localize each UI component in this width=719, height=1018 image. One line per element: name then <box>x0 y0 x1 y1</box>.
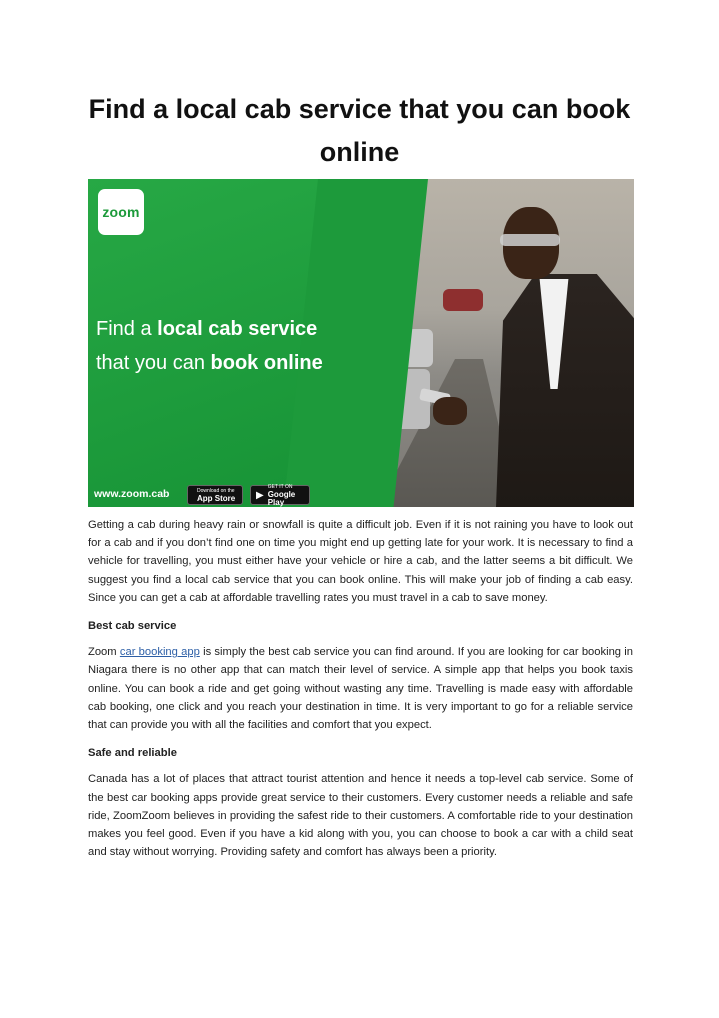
headline-line-2 <box>96 346 366 380</box>
badge-big-text: App Store <box>197 494 236 503</box>
play-icon: ▶ <box>256 489 264 501</box>
car-booking-app-link[interactable]: car booking app <box>119 646 200 659</box>
badge-small-text: GET IT ON <box>267 484 293 490</box>
headline-text: that you can <box>96 352 211 374</box>
logo-text: zoom <box>102 204 140 220</box>
badge-small-text: Download on the <box>197 488 235 494</box>
article-body <box>88 516 633 871</box>
paragraph-safe-reliable: Canada has a lot of places that attract tourist attention and hence it needs a top-level cab service. Some of the best car booking apps provide great service to their customers. Every customer needs a reliable and safe ride, ZoomZoom believes in providing the safest ride to their customers. A comfortable ride to your destination makes you feel good. Even if you have a kid along with you, you can choose to book a car with a child seat and stay without worrying. Providing safety and comfort has always been a priority. <box>88 773 633 859</box>
hand <box>433 397 467 425</box>
sunglasses <box>500 234 560 246</box>
app-store-badge[interactable] <box>187 485 243 505</box>
headline-text: Find a <box>96 318 158 340</box>
paragraph-best-cab <box>88 643 633 734</box>
headline-bold: book online <box>210 352 323 374</box>
website-url: www.zoom.cab <box>94 488 170 500</box>
hero-banner-image <box>88 179 634 507</box>
paragraph-text: is simply the best cab service you can find around. If you are looking for car booking in Niagara there is no other app that can match their level of service. A simple app that helps you book taxis online. You can book a ride and get going without wasting any time. Travelling is made easy with affordable cab booking, one click and you reach your destination in time. It is very important to go for a reliable service that can provide you with all the facilities and comfort that you expect. <box>88 646 633 732</box>
heading-safe-reliable: Safe and reliable <box>88 747 177 760</box>
page-title: Find a local cab service that you can book online <box>88 94 631 167</box>
paragraph-intro: Getting a cab during heavy rain or snowfall is quite a difficult job. Even if it is not raining you have to look out for a cab and if you don’t find one on time you might end up getting late for your work. It is necessary to find a vehicle for travelling, you must either have your vehicle or hire a cab, and the latter seems a bit difficult. We suggest you find a local cab service that you can book online. This will make your job of finding a cab easy. Since you can get a cab at affordable travelling rates you must travel in a cab to save money. <box>88 519 633 604</box>
paragraph-text: Zoom <box>88 646 120 659</box>
headline-bold: local cab service <box>157 318 318 340</box>
google-play-badge[interactable] <box>250 485 310 505</box>
car-shape <box>443 289 483 311</box>
heading-best-cab-service: Best cab service <box>88 620 177 633</box>
headline-line-1 <box>96 312 366 346</box>
hero-headline <box>96 312 366 380</box>
zoom-logo <box>98 189 144 235</box>
badge-big-text: Google Play <box>267 490 296 507</box>
